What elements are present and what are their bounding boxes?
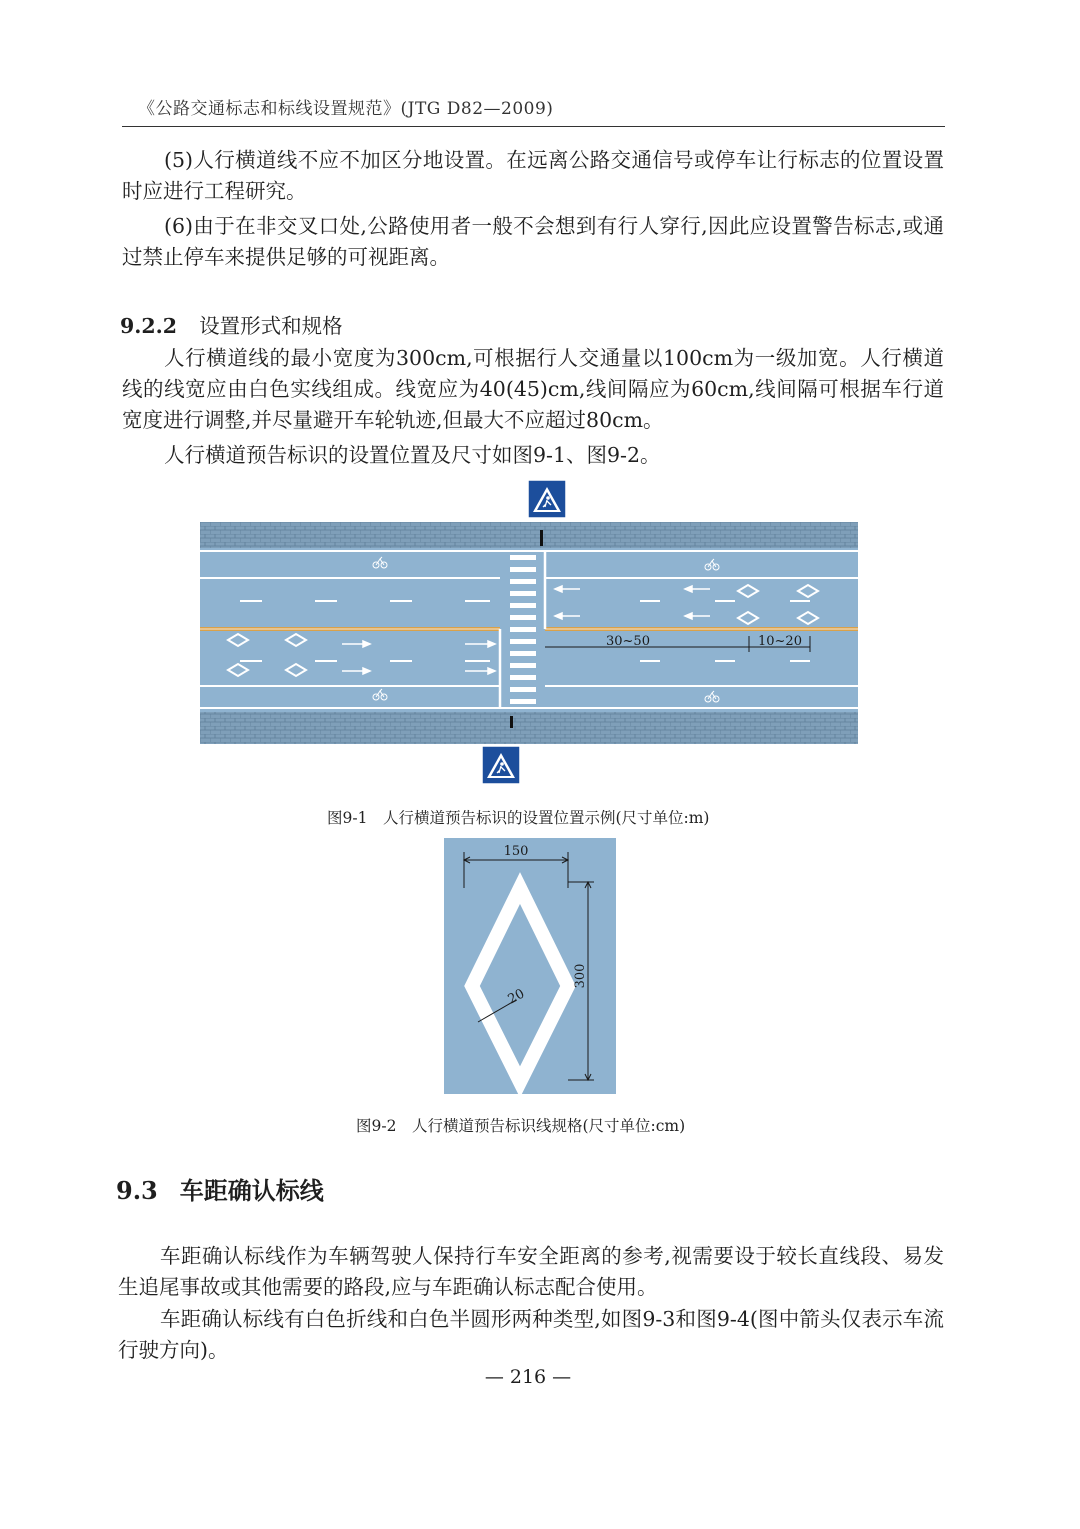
line-width-label: 20 xyxy=(505,986,528,1008)
figure-9-2-diamond-diagram xyxy=(444,838,616,1094)
width-label: 150 xyxy=(503,844,529,859)
pedestrian-warning-sign-bottom-icon xyxy=(482,746,520,784)
dimension-label-long: 30~50 xyxy=(606,634,650,649)
height-label: 300 xyxy=(573,963,588,989)
pedestrian-warning-sign-top-icon xyxy=(528,480,566,518)
subsection-paragraph-1: 人行横道线的最小宽度为300cm,可根据行人交通量以100cm为一级加宽。人行横道线的线宽应由白色实线组成。线宽应为40(45)cm,线间隔应为60cm,线间隔可根据车行道宽度进行调整,并尽量避开车轮轨迹,但最大不应超过80cm。 xyxy=(122,346,944,432)
subsection-title: 设置形式和规格 xyxy=(199,314,343,338)
figure-9-1-road-diagram xyxy=(200,478,860,788)
subsection-heading xyxy=(120,309,343,339)
paragraph-6: (6)由于在非交叉口处,公路使用者一般不会想到有行人穿行,因此应设置警告标志,或通过禁止停车来提供足够的可视距离。 xyxy=(122,214,944,269)
paragraph-5: (5)人行横道线不应不加区分地设置。在远离公路交通信号或停车让行标志的位置设置时应进行工程研究。 xyxy=(122,148,944,203)
figure-9-2-caption: 图9-2 人行横道预告标识线规格(尺寸单位:cm) xyxy=(356,1117,686,1135)
section-heading xyxy=(116,1171,324,1206)
figure-9-1-caption: 图9-1 人行横道预告标识的设置位置示例(尺寸单位:m) xyxy=(327,809,710,827)
subsection-paragraph-2: 人行横道预告标识的设置位置及尺寸如图9-1、图9-2。 xyxy=(164,443,661,467)
section-paragraph-2: 车距确认标线有白色折线和白色半圆形两种类型,如图9-3和图9-4(图中箭头仅表示车流行驶方向)。 xyxy=(118,1307,944,1362)
section-number: 9.3 xyxy=(116,1176,158,1205)
running-header: 《公路交通标志和标线设置规范》(JTG D82—2009) xyxy=(138,99,554,119)
bottom-sidewalk xyxy=(200,712,858,744)
top-sidewalk xyxy=(200,522,858,548)
section-paragraph-1: 车距确认标线作为车辆驾驶人保持行车安全距离的参考,视需要设于较长直线段、易发生追尾事故或其他需要的路段,应与车距确认标志配合使用。 xyxy=(118,1244,944,1299)
header-rule xyxy=(122,126,945,127)
page-number: — 216 — xyxy=(484,1366,572,1388)
subsection-number: 9.2.2 xyxy=(120,314,178,338)
dimension-label-short: 10~20 xyxy=(758,634,802,649)
section-title: 车距确认标线 xyxy=(179,1176,324,1205)
